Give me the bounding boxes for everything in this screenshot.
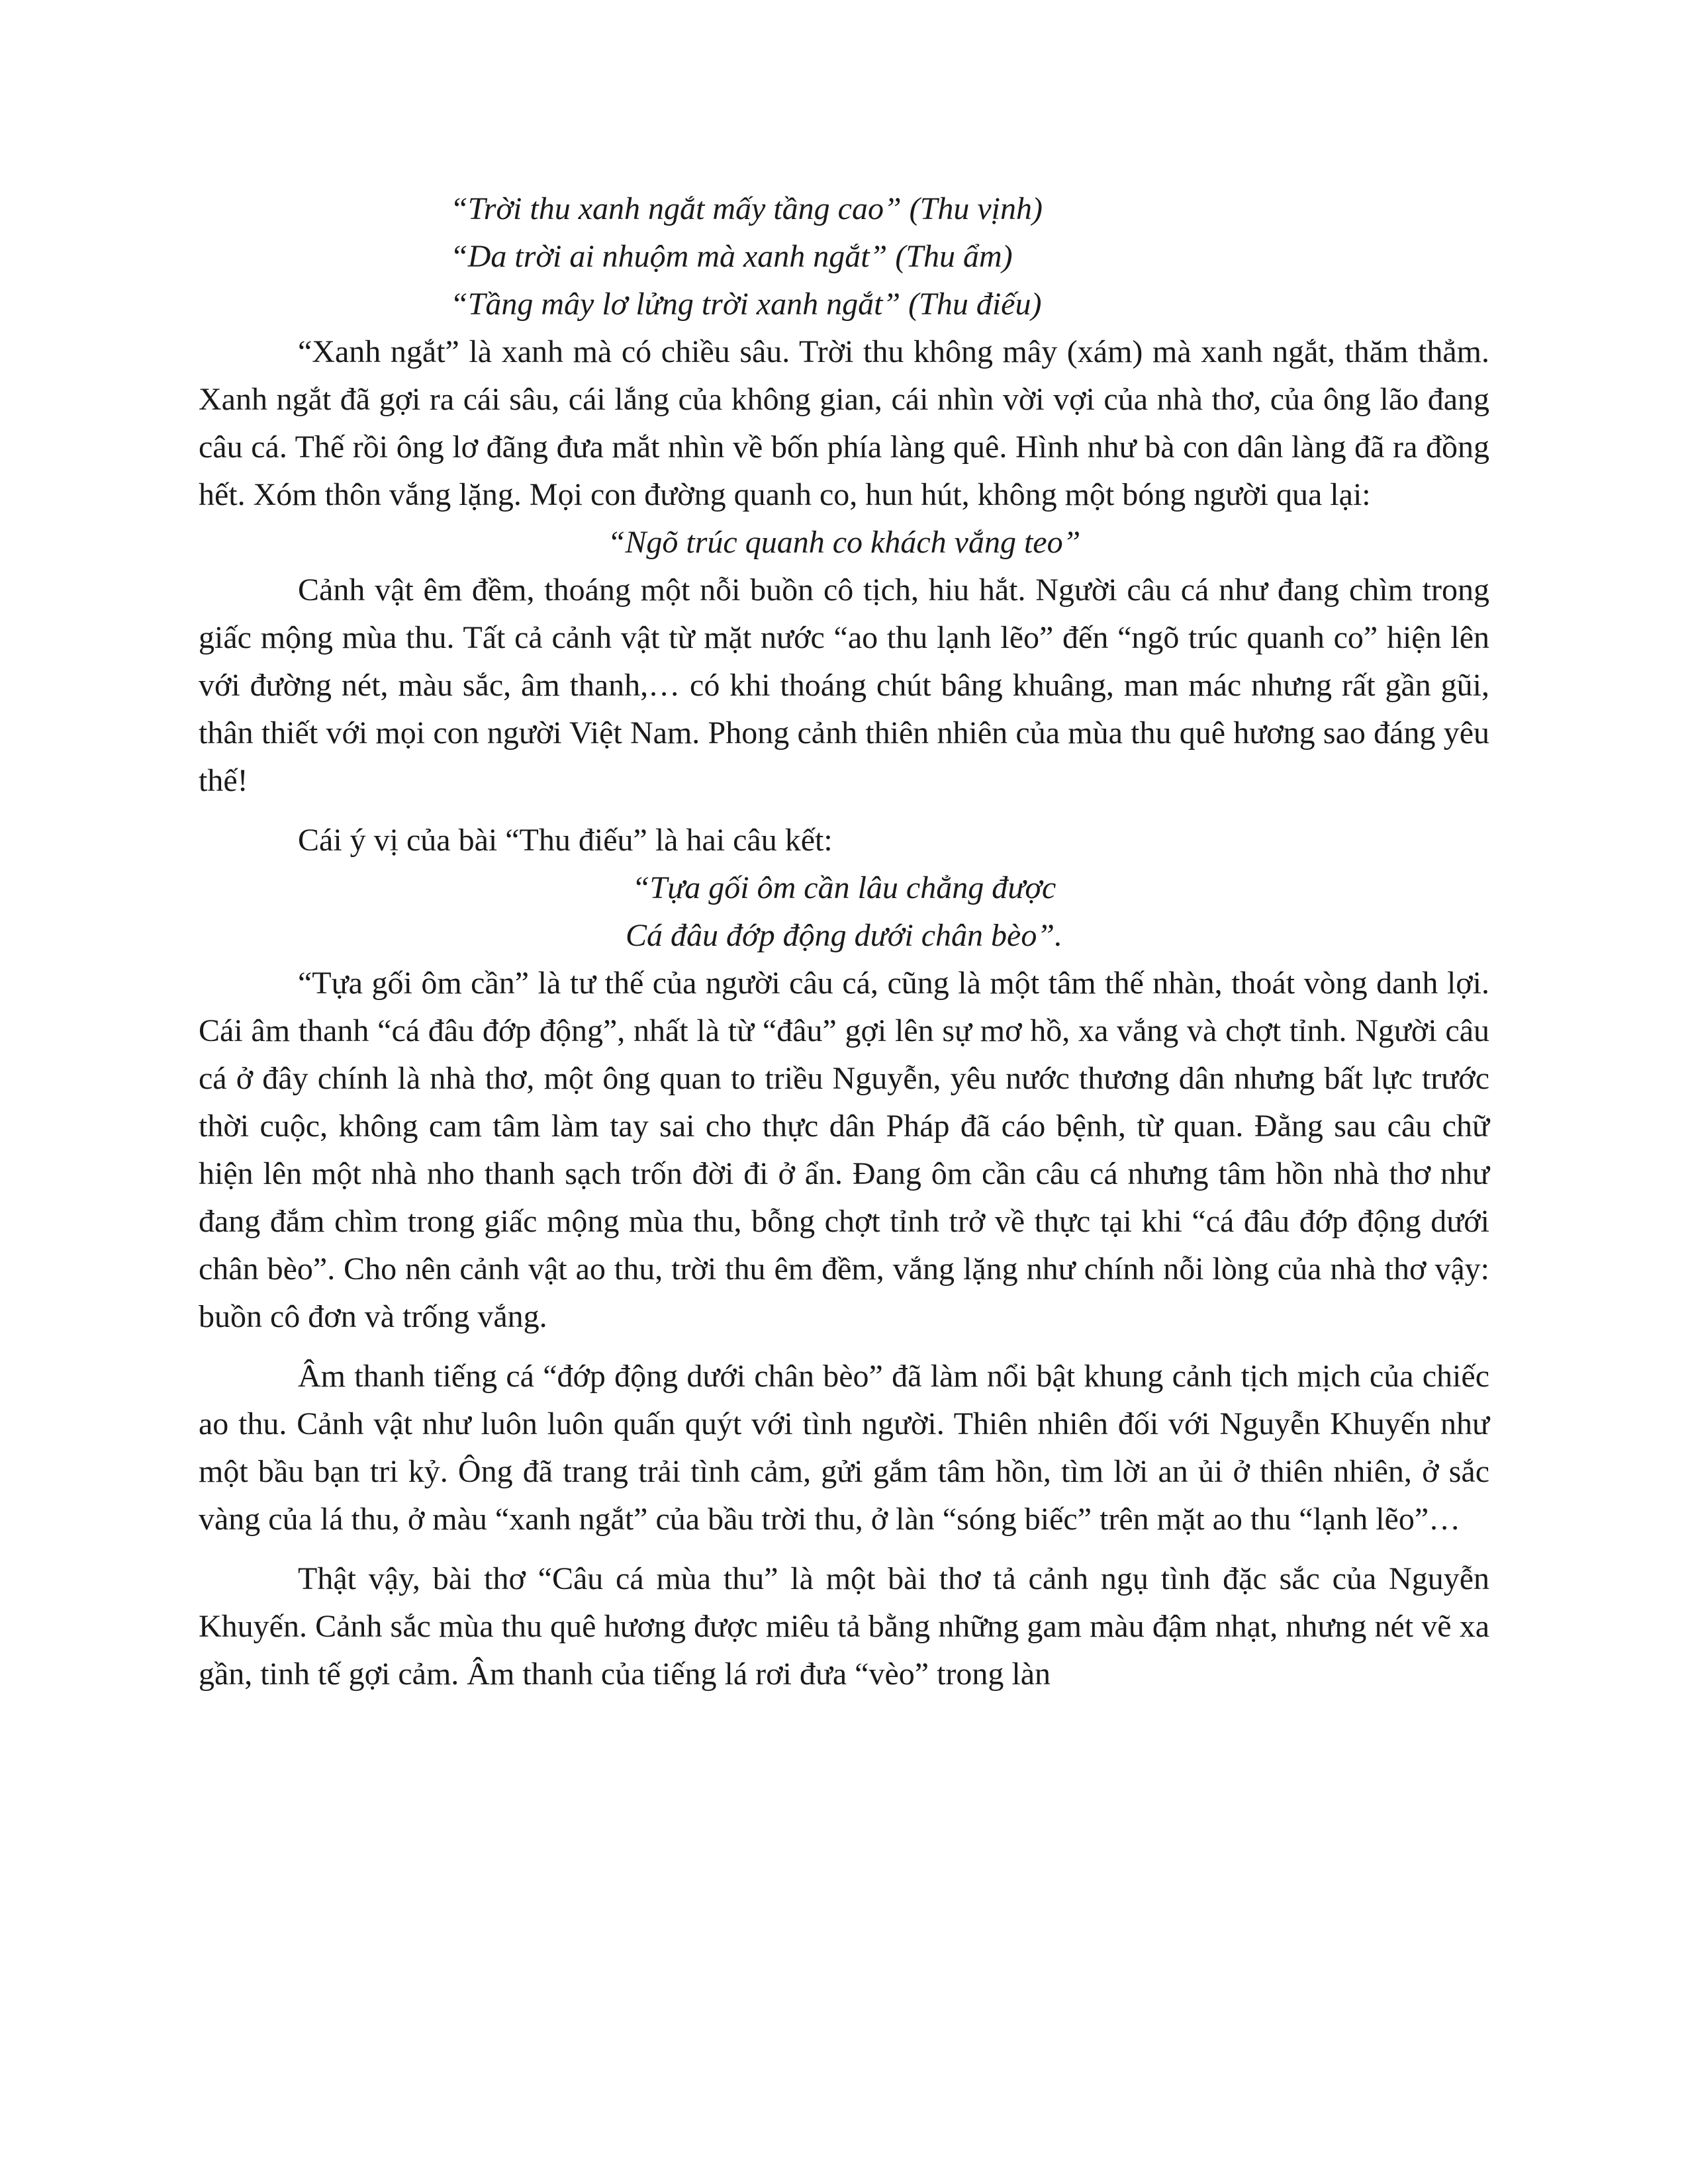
paragraph: Thật vậy, bài thơ “Câu cá mùa thu” là một bài thơ tả cảnh ngụ tình đặc sắc của Nguyễn Khuyến. Cảnh sắc mùa thu quê hương được miêu tả bằng những gam màu đậm nhạt, nhưng nét vẽ xa gần, tinh tế gợi cảm. Âm thanh của tiếng lá rơi đưa “vèo” trong làn bbox=[199, 1561, 1489, 1692]
paragraph: “Xanh ngắt” là xanh mà có chiều sâu. Trời thu không mây (xám) mà xanh ngắt, thăm thẳm. Xanh ngắt đã gợi ra cái sâu, cái lắng của không gian, cái nhìn vời vợi của nhà thơ, của ông lão đang câu cá. Thế rồi ông lơ đãng đưa mắt nhìn về bốn phía làng quê. Hình như bà con dân làng đã ra đồng hết. Xóm thôn vắng lặng. Mọi con đường quanh co, hun hút, không một bóng người qua lại: bbox=[199, 334, 1489, 512]
document-page bbox=[199, 185, 1489, 2025]
verse-line: “Trời thu xanh ngắt mấy tầng cao” (Thu vịnh) bbox=[450, 191, 1043, 226]
verse-line: Cá đâu đớp động dưới chân bèo”. bbox=[625, 918, 1063, 953]
paragraph: Cảnh vật êm đềm, thoáng một nỗi buồn cô tịch, hiu hắt. Người câu cá như đang chìm trong giấc mộng mùa thu. Tất cả cảnh vật từ mặt nước “ao thu lạnh lẽo” đến “ngõ trúc quanh co” hiện lên với đường nét, màu sắc, âm thanh,… có khi thoáng chút bâng khuâng, man mác nhưng rất gần gũi, thân thiết với mọi con người Việt Nam. Phong cảnh thiên nhiên của mùa thu quê hương sao đáng yêu thế! bbox=[199, 572, 1489, 798]
paragraph: Âm thanh tiếng cá “đớp động dưới chân bèo” đã làm nổi bật khung cảnh tịch mịch của chiếc ao thu. Cảnh vật như luôn luôn quấn quýt với tình người. Thiên nhiên đối với Nguyễn Khuyến như một bầu bạn tri kỷ. Ông đã trang trải tình cảm, gửi gắm tâm hồn, tìm lời an ủi ở thiên nhiên, ở sắc vàng của lá thu, ở màu “xanh ngắt” của bầu trời thu, ở làn “sóng biếc” trên mặt ao thu “lạnh lẽo”… bbox=[199, 1359, 1489, 1537]
intro-verses bbox=[199, 185, 1489, 328]
verse-line: “Ngõ trúc quanh co khách vắng teo” bbox=[607, 525, 1081, 560]
verse-line: “Tầng mây lơ lửng trời xanh ngắt” (Thu điếu) bbox=[450, 287, 1042, 322]
paragraph: “Tựa gối ôm cần” là tư thế của người câu cá, cũng là một tâm thế nhàn, thoát vòng danh lợi. Cái âm thanh “cá đâu đớp động”, nhất là từ “đâu” gợi lên sự mơ hồ, xa vắng và chợt tỉnh. Người câu cá ở đây chính là nhà thơ, một ông quan to triều Nguyễn, yêu nước thương dân nhưng bất lực trước thời cuộc, không cam tâm làm tay sai cho thực dân Pháp đã cáo bệnh, từ quan. Đằng sau câu chữ hiện lên một nhà nho thanh sạch trốn đời đi ở ẩn. Đang ôm cần câu cá nhưng tâm hồn nhà thơ như đang đắm chìm trong giấc mộng mùa thu, bỗng chợt tỉnh trở về thực tại khi “cá đâu đớp động dưới chân bèo”. Cho nên cảnh vật ao thu, trời thu êm đềm, vắng lặng như chính nỗi lòng của nhà thơ vậy: buồn cô đơn và trống vắng. bbox=[199, 966, 1489, 1334]
closing-verses bbox=[199, 864, 1489, 960]
paragraph: Cái ý vị của bài “Thu điếu” là hai câu kết: bbox=[298, 823, 833, 858]
verse-line: “Da trời ai nhuộm mà xanh ngắt” (Thu ẩm) bbox=[450, 239, 1013, 274]
verse-line: “Tựa gối ôm cần lâu chẳng được bbox=[632, 870, 1056, 905]
